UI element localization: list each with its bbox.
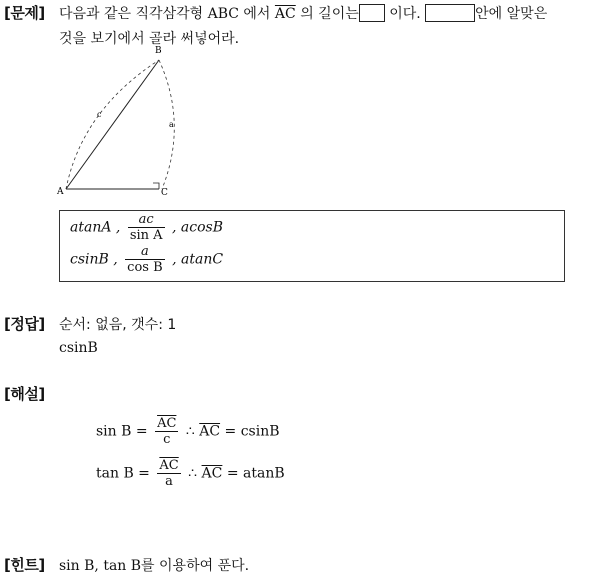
choice-atanC: , atanC — [172, 251, 224, 268]
answer-value: csinB — [59, 340, 98, 356]
eq1-fraction — [155, 416, 178, 447]
choice-acosB: , acosB — [172, 219, 223, 236]
choice-row-1 — [70, 212, 223, 243]
eq2-rhs: = atanB — [226, 465, 285, 482]
choice-atanA: atanA , — [70, 219, 121, 236]
eq1-therefore: ∴ — [185, 423, 195, 440]
fraction-a-over-cosB — [125, 244, 164, 275]
eq2-lhs: tan B = — [96, 465, 150, 482]
hint-tag: [힌트] — [4, 556, 45, 574]
hint-text: sin B, tan B를 이용하여 푼다. — [59, 558, 250, 574]
problem-text-a: 다음과 같은 직각삼각형 ABC 에서 — [59, 6, 275, 22]
vertex-a: A — [57, 187, 64, 197]
eq2-fraction — [157, 458, 180, 489]
fraction-numerator: a — [141, 244, 149, 259]
fraction-denominator: sin A — [129, 228, 163, 243]
segment-ac: $\overline{AC}$ — [274, 6, 296, 22]
answer-tag: [정답] — [4, 315, 45, 333]
right-angle-mark — [153, 183, 159, 189]
choices-box — [59, 210, 565, 282]
answer-blank[interactable] — [359, 4, 385, 22]
side-label-a: a — [169, 120, 174, 129]
vertex-b: B — [155, 46, 162, 56]
side-label-c: c — [97, 110, 102, 119]
eq1-rhs: = csinB — [224, 423, 280, 440]
vertex-c: C — [161, 188, 168, 198]
eq2-segment: $\overline{AC}$ — [201, 465, 223, 482]
problem-text-c: 이다. — [384, 6, 426, 22]
side-ab — [66, 60, 159, 189]
explanation-tag: [해설] — [4, 385, 45, 403]
eq2-therefore: ∴ — [188, 465, 198, 482]
eq2-numerator: $\overline{AC}$ — [159, 458, 179, 473]
triangle-figure — [54, 42, 184, 202]
problem-text-d: 안에 알맞은 — [475, 6, 548, 22]
fraction-ac-over-sinA — [128, 212, 165, 243]
eq1-denominator: c — [155, 431, 178, 447]
problem-tag: [문제] — [4, 4, 45, 22]
answer-meta: 순서: 없음, 갯수: 1 — [59, 317, 177, 333]
choice-csinB: csinB , — [70, 251, 118, 268]
eq1-segment: $\overline{AC}$ — [199, 423, 221, 440]
equation-sin — [96, 416, 280, 447]
eq1-lhs: sin B = — [96, 423, 148, 440]
problem-line-1 — [59, 3, 547, 23]
choice-row-2 — [70, 244, 223, 275]
fraction-numerator: ac — [138, 212, 154, 227]
eq1-numerator: $\overline{AC}$ — [157, 416, 177, 431]
equation-tan — [96, 458, 285, 489]
fraction-denominator: cos B — [127, 260, 163, 275]
eq2-denominator: a — [157, 473, 180, 489]
problem-line-2: 것을 보기에서 골라 써넣어라. — [59, 31, 240, 47]
answer-blank-2[interactable] — [425, 4, 475, 22]
problem-text-b: 의 길이는 — [295, 6, 359, 22]
